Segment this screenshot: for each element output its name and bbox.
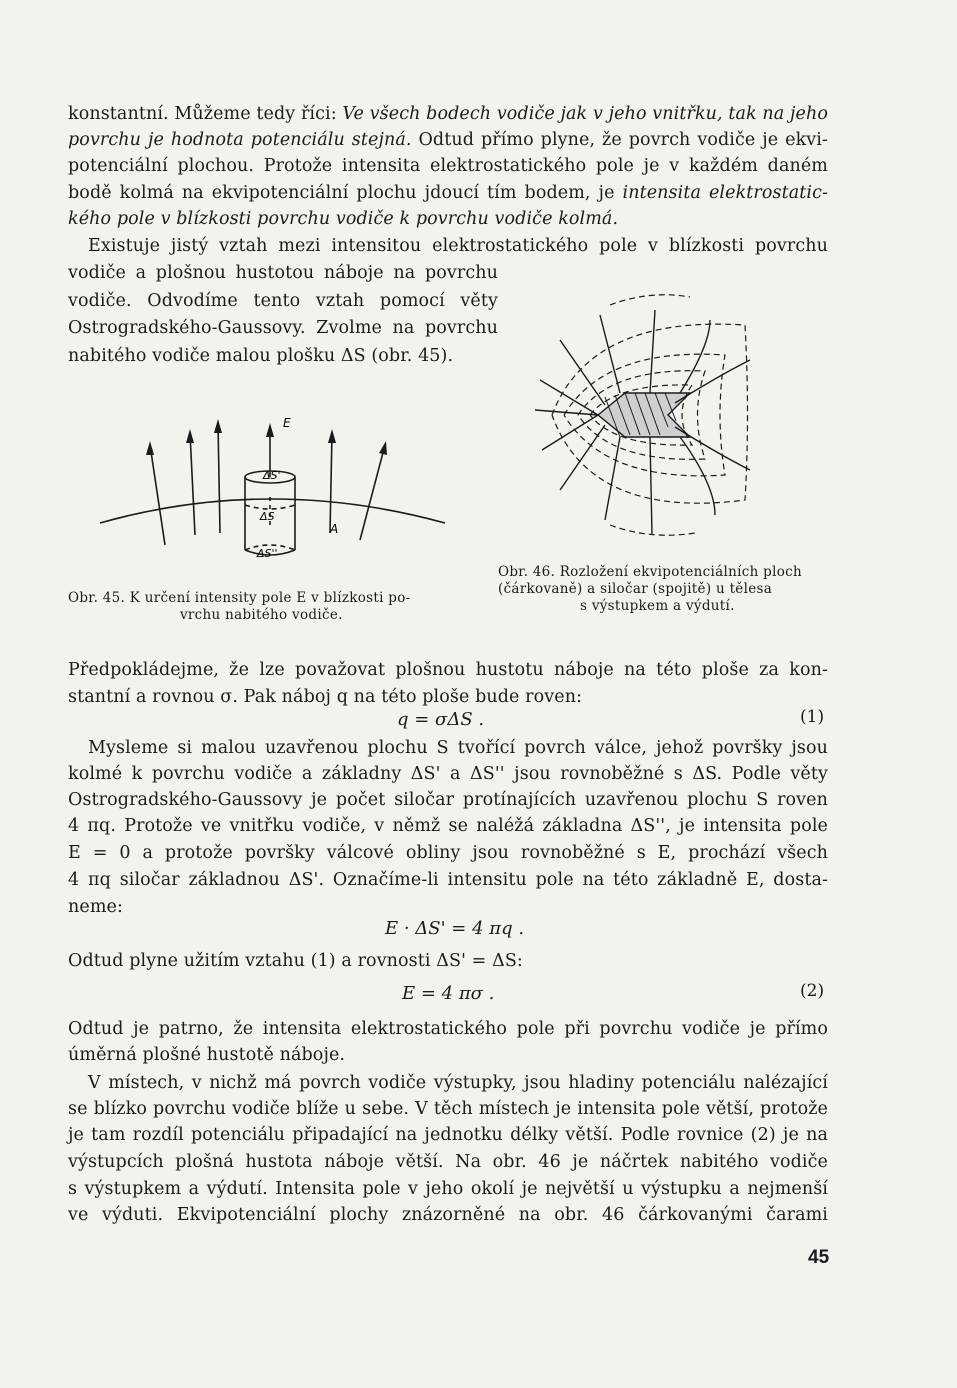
paragraph4-line2: kolmé k povrchu vodiče a základny ΔS' a ΔS'' jsou rovnoběžné s ΔS. Podle věty	[68, 764, 828, 784]
field-line	[560, 340, 605, 405]
label-dS: ΔS	[260, 510, 275, 523]
equation-1: q = σΔS .	[397, 709, 485, 730]
label-dS-top: ΔS'	[263, 469, 281, 482]
figure-46	[530, 285, 770, 555]
figure46-caption-line1: Obr. 46. Rozložení ekvipotenciálních ploch	[498, 564, 803, 580]
paragraph5-line1: Odtud plyne užitím vztahu (1) a rovnosti ΔS' = ΔS:	[68, 951, 523, 971]
equation-1-number: (1)	[800, 707, 825, 727]
paragraph1-line1	[68, 101, 828, 127]
equation-3: E = 4 πσ .	[402, 983, 495, 1004]
paragraph7-line6: ve výduti. Ekvipotenciální plochy znázorněné na obr. 46 čárkovanými čarami	[68, 1205, 828, 1225]
paragraph3-line1: Předpokládejme, že lze považovat plošnou hustotu náboje na této ploše za kon-	[68, 660, 828, 680]
paragraph2-line2: vodiče a plošnou hustotou náboje na povrchu	[68, 263, 498, 283]
paragraph4-line3: Ostrogradského-Gaussovy je počet siločar protínajících uzavřenou plochu S roven	[68, 790, 828, 810]
text-run: konstantní. Můžeme tedy říci:	[68, 104, 343, 124]
label-E: E	[283, 416, 291, 430]
paragraph2-line1: Existuje jistý vztah mezi intensitou elektrostatického pole v blízkosti povrchu	[88, 236, 828, 256]
paragraph7-line4: výstupcích plošná hustota náboje větší. Na obr. 46 je náčrtek nabitého vodiče	[68, 1152, 828, 1172]
field-line	[650, 437, 652, 535]
arrow-icon	[146, 441, 154, 455]
equation-3-number: (2)	[800, 981, 825, 1001]
paragraph7-line1: V místech, v nichž má povrch vodiče výstupky, jsou hladiny potenciálu nalézající	[88, 1073, 828, 1093]
equation-2: E · ΔS' = 4 πq .	[385, 918, 525, 939]
field-line	[680, 320, 710, 393]
paragraph2-line4: Ostrogradského-Gaussovy. Zvolme na povrchu	[68, 318, 498, 338]
paragraph2-line5: nabitého vodiče malou plošku ΔS (obr. 45).	[68, 346, 454, 366]
figure45-caption-line1: Obr. 45. K určení intensity pole E v blízkosti po-	[68, 590, 411, 606]
field-line	[605, 437, 620, 520]
label-A: A	[330, 522, 339, 536]
field-line	[330, 433, 332, 533]
arrow-icon	[328, 429, 336, 443]
paragraph7-line3: je tam rozdíl potenciálu připadající na jednotku délky větší. Podle rovnice (2) je na	[68, 1125, 828, 1145]
figure46-caption-line3: s výstupkem a výdutí.	[580, 598, 735, 614]
paragraph1-line5: kého pole v blízkosti povrchu vodiče k povrchu vodiče kolmá.	[68, 209, 619, 229]
page-number: 45	[808, 1247, 830, 1268]
paragraph4-line7: neme:	[68, 897, 123, 917]
figure-45	[95, 405, 455, 585]
paragraph2-line3: vodiče. Odvodíme tento vztah pomocí věty	[68, 291, 498, 311]
paragraph4-line6: 4 πq siločar základnou ΔS'. Označíme-li intensitu pole na této základně E, dosta-	[68, 870, 828, 890]
paragraph1-line4	[68, 180, 828, 206]
paragraph4-line4: 4 πq. Protože ve vnitřku vodiče, v němž se naléžá základna ΔS'', je intensita pole	[68, 816, 828, 836]
paragraph6-line2: úměrná plošné hustotě náboje.	[68, 1045, 346, 1065]
text-run: Odtud přímo plyne, že povrch vodiče je ekvi-	[411, 130, 828, 150]
field-line	[540, 380, 598, 415]
paragraph1-line3: potenciální plochou. Protože intensita elektrostatického pole je v každém daném	[68, 156, 828, 176]
field-line	[190, 433, 195, 535]
arrow-icon	[379, 441, 387, 455]
paragraph3-line2: stantní a rovnou σ. Pak náboj q na této ploše bude roven:	[68, 687, 583, 707]
text-run: bodě kolmá na ekvipotenciální plochu jdoucí tím bodem, je	[68, 183, 623, 203]
paragraph6-line1: Odtud je patrno, že intensita elektrostatického pole při povrchu vodiče je přímo	[68, 1019, 828, 1039]
label-dS-bottom: ΔS''	[257, 547, 278, 560]
arrow-icon	[186, 429, 194, 443]
field-line	[650, 310, 655, 393]
field-line	[600, 315, 620, 393]
field-line	[218, 423, 220, 533]
field-line	[360, 445, 385, 540]
paragraph7-line5: s výstupkem a výdutí. Intensita pole v jeho okolí je největší u výstupku a nejmenší	[68, 1179, 828, 1199]
arrow-icon	[266, 423, 274, 437]
paragraph1-line2	[68, 127, 828, 153]
italic-run: povrchu je hodnota potenciálu stejná.	[68, 130, 412, 150]
paragraph4-line5: E = 0 a protože površky válcové obliny jsou rovnoběžné s E, prochází všech	[68, 843, 828, 863]
field-line	[150, 445, 165, 545]
paragraph7-line2: se blízko povrchu vodiče blíže u sebe. V těch místech je intensita pole větší, protože	[68, 1099, 828, 1119]
italic-run: intensita elektrostatic-	[622, 183, 828, 203]
paragraph4-line1: Mysleme si malou uzavřenou plochu S tvořící povrch válce, jehož površky jsou	[88, 738, 828, 758]
figure45-caption-line2: vrchu nabitého vodiče.	[180, 607, 343, 623]
equipotential-line	[610, 295, 690, 305]
figure46-caption-line2: (čárkovaně) a siločar (spojitě) u tělesa	[498, 581, 773, 597]
arrow-icon	[214, 419, 222, 433]
italic-run: Ve všech bodech vodiče jak v jeho vnitřku, tak na jeho	[342, 104, 829, 124]
